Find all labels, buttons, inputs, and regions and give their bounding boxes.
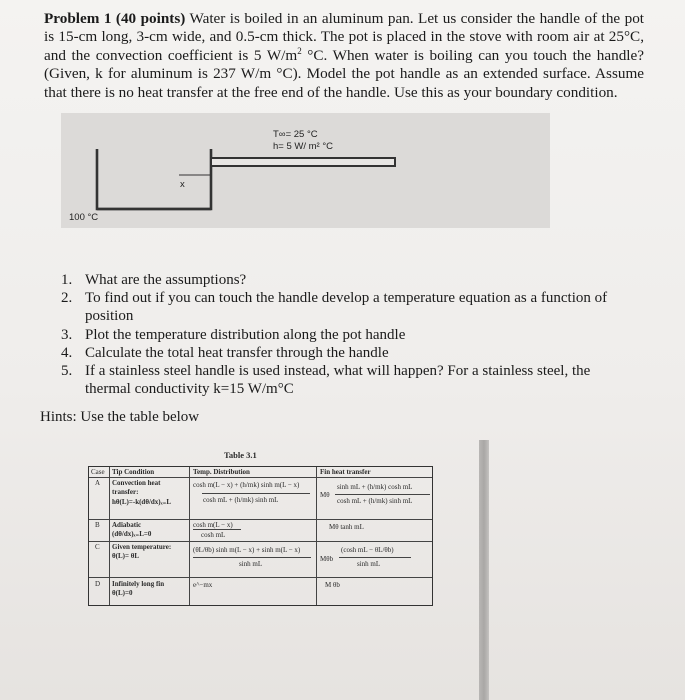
problem-label: Problem 1 (40 points) — [44, 10, 186, 27]
table-row: D — [95, 580, 101, 588]
header-condition: Tip Condition — [112, 468, 155, 476]
convection-coefficient-label: h= 5 W/ m² °C — [273, 141, 334, 152]
list-item: 4. Calculate the total heat transfer through the handle — [61, 344, 389, 361]
hints-line: Hints: Use the table below — [40, 409, 200, 425]
unit-superscript: 2 — [297, 45, 302, 56]
list-item: 5. If a stainless steel handle is used instead, what will happen? For a stainless steel, the thermal conductivity k=15 W/m°C — [61, 363, 591, 398]
list-item: 1. What are the assumptions? — [61, 272, 247, 288]
problem-statement — [44, 10, 644, 102]
ambient-temp-label: T∞= 25 °C — [273, 129, 318, 140]
page-edge-shadow — [479, 440, 489, 700]
header-distribution: Temp. Distribution — [193, 468, 250, 476]
header-heat: Fin heat transfer — [320, 468, 371, 476]
pot-outline — [97, 149, 211, 209]
pot-handle-figure — [61, 113, 550, 228]
question-list — [61, 271, 621, 398]
list-item: 3. Plot the temperature distribution along the pot handle — [61, 326, 406, 343]
handle-shape — [211, 158, 395, 166]
table-row: C — [95, 543, 100, 551]
table-grid: Case Tip Condition Temp. Distribution Fin heat transfer A Convection heat transfer: hθ(L)=-k(dθ/dx)ₓ₌L cosh m(L − x) + (h/mk) sinh m(L − x) cosh mL + (h/mk) sinh mL Mθ sinh mL + (h/mk) cosh mL cosh mL + (h/mk) sinh mL B Adiabatic (dθ/dx)ₓ₌L=0 cosh m(L − x) cosh mL Mθ tanh mL C Given temperature: θ(L)= θL (θL/θb) sinh m(L − x) + sinh m(L − x) sinh mL Mθb (cosh mL − θL/θb) sinh mL D Infinitely long fin θ(L)=0 e^−mx M θb — [88, 466, 433, 606]
table-row: B — [95, 521, 100, 529]
fin-table — [88, 450, 435, 608]
problem-text-2: °C. When water is boiling can you touch the handle? (Given, k for aluminum is 237 W/m °C). Model the pot handle as an extended surface. Assume that there is no heat transfer at the free end of the handle. Use this as your boundary condition. — [44, 46, 644, 101]
table-title: Table 3.1 — [224, 450, 257, 460]
x-axis-label: x — [180, 179, 185, 190]
problem-text-1: Water is boiled in an aluminum pan. Let us consider the handle of the pot is 15-cm long, 3-cm wide, and 0.5-cm thick. The pot is placed in the stove with room air at 25°C, and the convection coefficient is 5 W/m — [44, 10, 645, 64]
base-temp-label: 100 °C — [69, 212, 99, 223]
list-item: 2. To find out if you can touch the handle develop a temperature equation as a function of position — [61, 290, 608, 325]
header-case: Case — [91, 468, 105, 476]
table-row: A — [95, 479, 101, 487]
